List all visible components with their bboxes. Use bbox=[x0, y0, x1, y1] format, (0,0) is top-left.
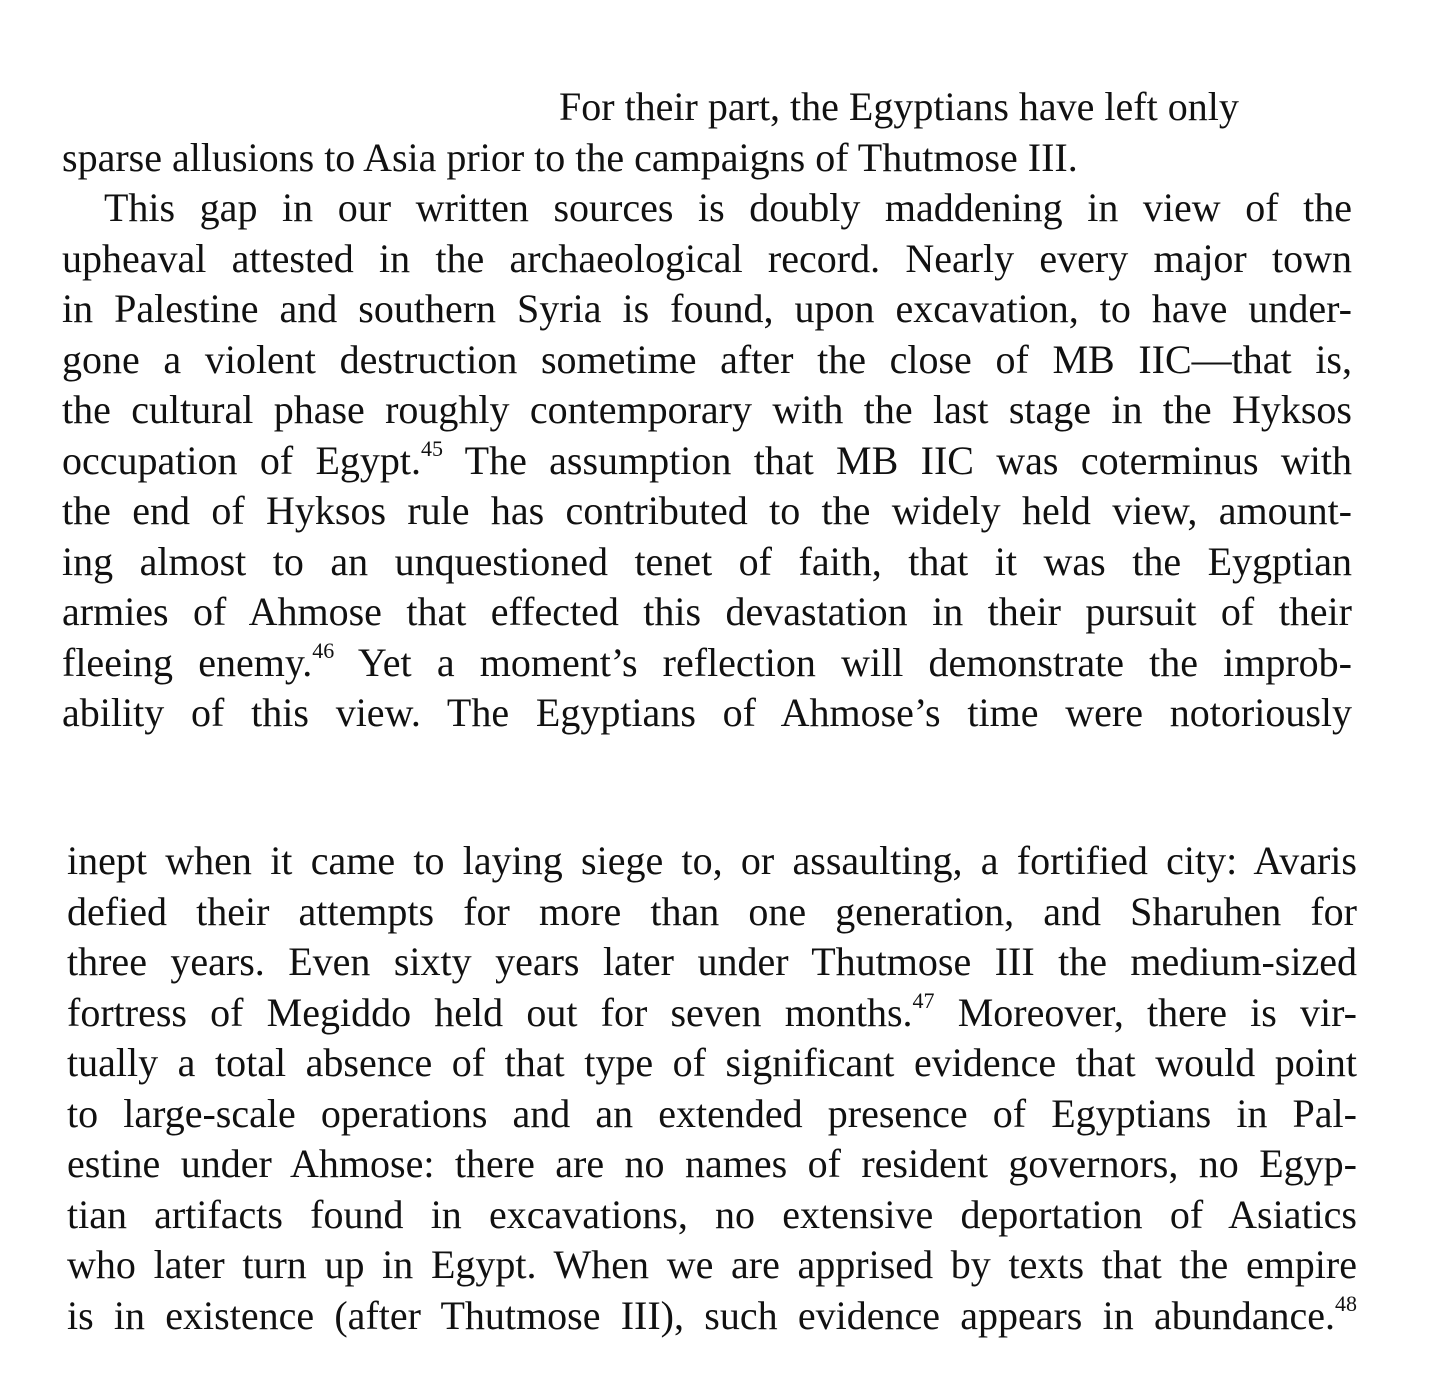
text-line-with-note bbox=[62, 638, 1352, 689]
text-line: the cultural phase roughly contemporary with the last stage in the Hyksos bbox=[62, 387, 1352, 432]
text-line-with-note bbox=[62, 436, 1352, 487]
footnote-marker-48: 48 bbox=[1335, 1290, 1357, 1316]
text-line: inept when it came to laying siege to, or assaulting, a fortified city: Avaris bbox=[67, 838, 1357, 883]
text-line: who later turn up in Egypt. When we are apprised by texts that the empire bbox=[67, 1242, 1357, 1287]
text-line: the end of Hyksos rule has contributed to the widely held view, amount- bbox=[62, 488, 1352, 533]
text-fragment: fortress of Megiddo held out for seven months. bbox=[67, 989, 913, 1035]
text-fragment: occupation of Egypt. bbox=[62, 437, 422, 483]
paragraph-block-bottom bbox=[67, 836, 1357, 1341]
footnote-marker-45: 45 bbox=[421, 435, 444, 461]
text-line-with-note bbox=[67, 1291, 1357, 1342]
text-line: ing almost to an unquestioned tenet of faith, that it was the Eygptian bbox=[62, 538, 1352, 584]
text-line: tian artifacts found in excavations, no extensive deportation of Asiatics bbox=[67, 1191, 1357, 1237]
text-line: ability of this view. The Egyptians of Ahmose’s time were notoriously bbox=[62, 690, 1352, 735]
text-fragment: Yet a moment’s reflection will demonstrate the improb- bbox=[334, 639, 1352, 685]
text-fragment: is in existence (after Thutmose III), such evidence appears in abundance. bbox=[67, 1292, 1335, 1338]
text-line: armies of Ahmose that effected this devastation in their pursuit of their bbox=[62, 589, 1352, 634]
footnote-marker-46: 46 bbox=[312, 637, 335, 663]
text-line: upheaval attested in the archaeological record. Nearly every major town bbox=[62, 235, 1352, 281]
text-fragment: fleeing enemy. bbox=[62, 639, 313, 685]
text-line: estine under Ahmose: there are no names of resident governors, no Egyp- bbox=[67, 1141, 1357, 1186]
text-fragment: The assumption that MB IIC was coterminus with bbox=[443, 437, 1352, 483]
text-line-with-note bbox=[67, 988, 1357, 1039]
paragraph-block-top bbox=[62, 82, 1352, 739]
text-line: gone a violent destruction sometime after the close of MB IIC—that is, bbox=[62, 336, 1352, 382]
text-line: For their part, the Egyptians have left only bbox=[559, 84, 1239, 129]
text-line: This gap in our written sources is doubly maddening in view of the bbox=[104, 185, 1352, 230]
footnote-marker-47: 47 bbox=[912, 987, 935, 1013]
text-line: defied their attempts for more than one generation, and Sharuhen for bbox=[67, 888, 1357, 934]
text-line: to large-scale operations and an extended presence of Egyptians in Pal- bbox=[67, 1090, 1357, 1136]
text-fragment: Moreover, there is vir- bbox=[934, 989, 1357, 1035]
text-line: tually a total absence of that type of significant evidence that would point bbox=[67, 1040, 1357, 1085]
text-line: three years. Even sixty years later under Thutmose III the medium-sized bbox=[67, 939, 1357, 984]
text-line: sparse allusions to Asia prior to the campaigns of Thutmose III. bbox=[62, 134, 1078, 180]
text-line: in Palestine and southern Syria is found, upon excavation, to have under- bbox=[62, 286, 1352, 331]
